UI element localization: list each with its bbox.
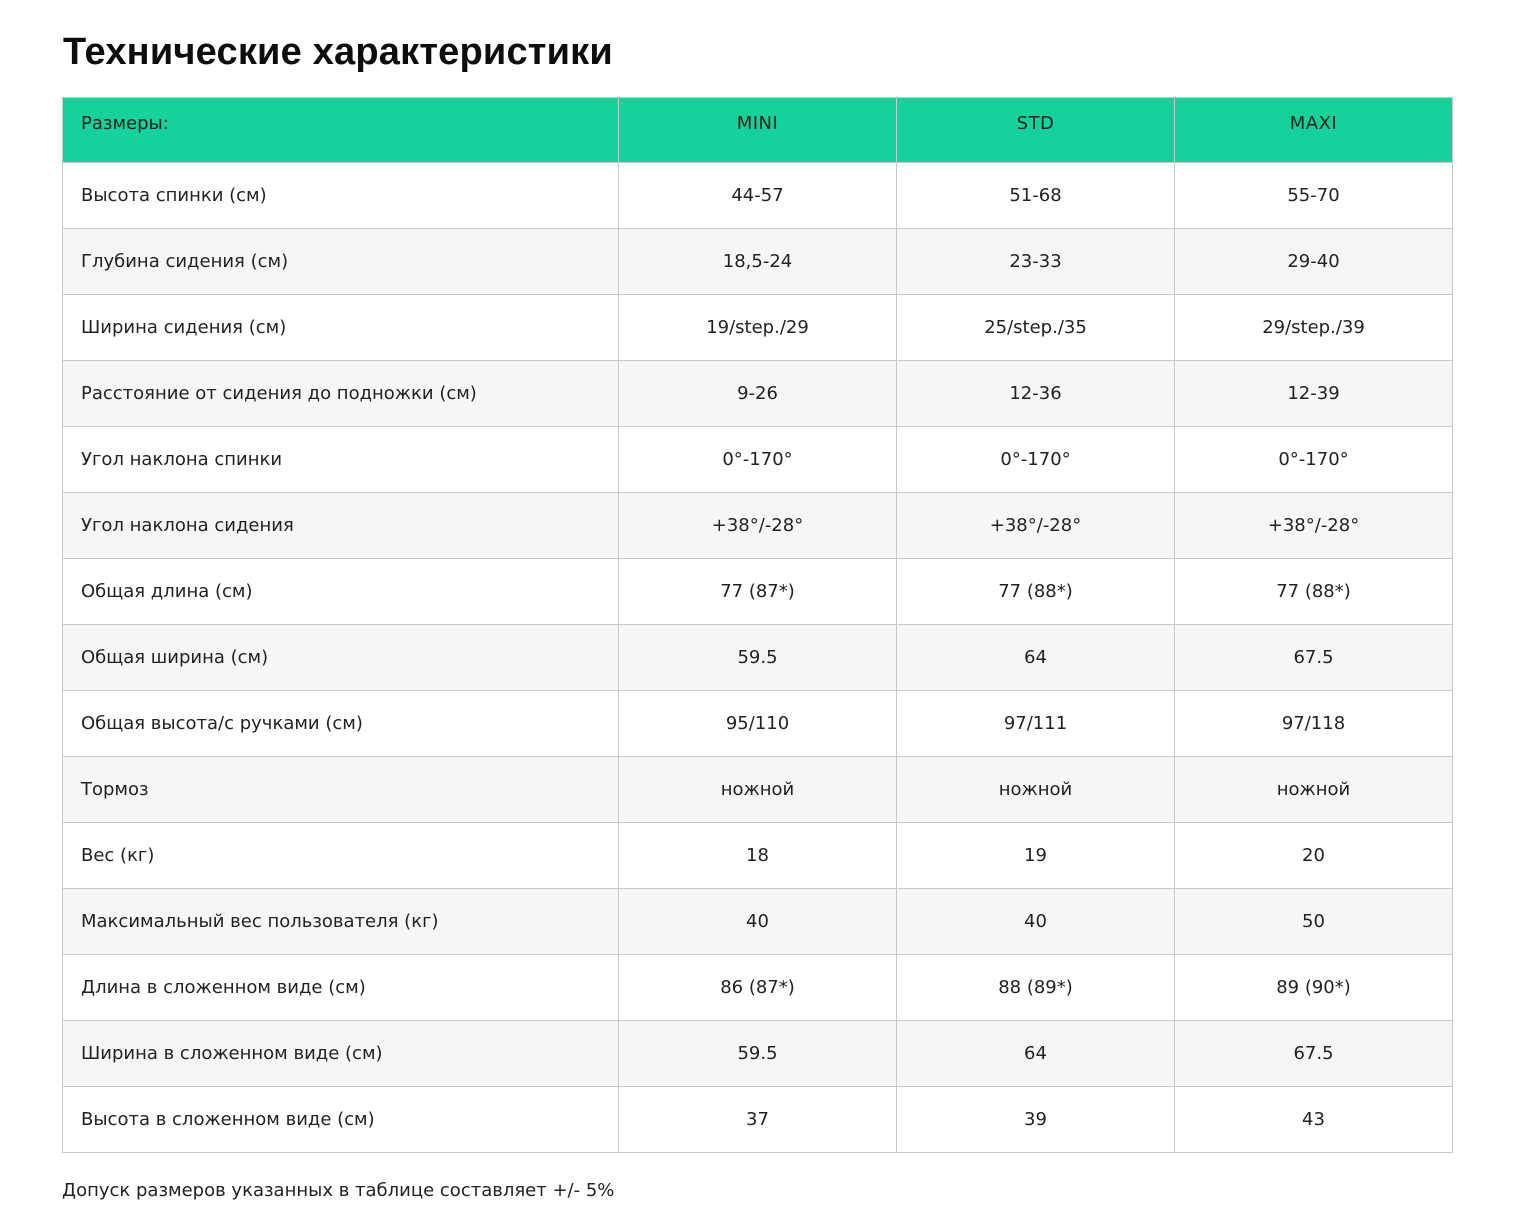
- value-cell-mini: 95/110: [619, 691, 897, 757]
- table-row: [63, 823, 1453, 889]
- value-cell-mini: 59.5: [619, 1021, 897, 1087]
- row-label: Высота спинки (см): [63, 163, 619, 229]
- value-cell-maxi: 89 (90*): [1175, 955, 1453, 1021]
- value-cell-maxi: 67.5: [1175, 1021, 1453, 1087]
- header-size-std: STD: [897, 98, 1175, 163]
- header-row: [63, 98, 1453, 163]
- table-row: [63, 757, 1453, 823]
- header-size-mini: MINI: [619, 98, 897, 163]
- value-cell-std: 64: [897, 625, 1175, 691]
- header-size-maxi: MAXI: [1175, 98, 1453, 163]
- value-cell-std: 77 (88*): [897, 559, 1175, 625]
- value-cell-maxi: 77 (88*): [1175, 559, 1453, 625]
- value-cell-maxi: 97/118: [1175, 691, 1453, 757]
- value-cell-maxi: +38°/-28°: [1175, 493, 1453, 559]
- row-label: Общая ширина (см): [63, 625, 619, 691]
- table-row: [63, 493, 1453, 559]
- specs-table-body: [63, 163, 1453, 1153]
- value-cell-maxi: 29-40: [1175, 229, 1453, 295]
- value-cell-maxi: 43: [1175, 1087, 1453, 1153]
- value-cell-mini: 19/step./29: [619, 295, 897, 361]
- table-row: [63, 361, 1453, 427]
- row-label: Общая высота/с ручками (см): [63, 691, 619, 757]
- value-cell-std: 64: [897, 1021, 1175, 1087]
- value-cell-maxi: 20: [1175, 823, 1453, 889]
- value-cell-std: 97/111: [897, 691, 1175, 757]
- value-cell-mini: 59.5: [619, 625, 897, 691]
- value-cell-std: 40: [897, 889, 1175, 955]
- table-row: [63, 229, 1453, 295]
- value-cell-std: 88 (89*): [897, 955, 1175, 1021]
- row-label: Глубина сидения (см): [63, 229, 619, 295]
- value-cell-std: 12-36: [897, 361, 1175, 427]
- row-label: Угол наклона сидения: [63, 493, 619, 559]
- table-row: [63, 295, 1453, 361]
- table-row: [63, 625, 1453, 691]
- value-cell-mini: 86 (87*): [619, 955, 897, 1021]
- tolerance-note: Допуск размеров указанных в таблице составляет +/- 5%: [62, 1180, 615, 1201]
- value-cell-maxi: ножной: [1175, 757, 1453, 823]
- value-cell-std: 0°-170°: [897, 427, 1175, 493]
- table-row: [63, 427, 1453, 493]
- value-cell-mini: 37: [619, 1087, 897, 1153]
- value-cell-mini: 0°-170°: [619, 427, 897, 493]
- table-row: [63, 1087, 1453, 1153]
- value-cell-mini: 9-26: [619, 361, 897, 427]
- value-cell-mini: 44-57: [619, 163, 897, 229]
- row-label: Общая длина (см): [63, 559, 619, 625]
- specs-table-header: [63, 98, 1453, 163]
- value-cell-maxi: 29/step./39: [1175, 295, 1453, 361]
- value-cell-maxi: 12-39: [1175, 361, 1453, 427]
- value-cell-mini: ножной: [619, 757, 897, 823]
- value-cell-mini: 77 (87*): [619, 559, 897, 625]
- row-label: Ширина сидения (см): [63, 295, 619, 361]
- table-row: [63, 559, 1453, 625]
- value-cell-maxi: 55-70: [1175, 163, 1453, 229]
- table-row: [63, 1021, 1453, 1087]
- value-cell-std: 19: [897, 823, 1175, 889]
- row-label: Высота в сложенном виде (см): [63, 1087, 619, 1153]
- table-row: [63, 691, 1453, 757]
- row-label: Длина в сложенном виде (см): [63, 955, 619, 1021]
- table-row: [63, 889, 1453, 955]
- table-row: [63, 955, 1453, 1021]
- table-row: [63, 163, 1453, 229]
- header-label: Размеры:: [63, 98, 619, 163]
- row-label: Расстояние от сидения до подножки (см): [63, 361, 619, 427]
- value-cell-std: 51-68: [897, 163, 1175, 229]
- value-cell-std: 25/step./35: [897, 295, 1175, 361]
- row-label: Вес (кг): [63, 823, 619, 889]
- row-label: Максимальный вес пользователя (кг): [63, 889, 619, 955]
- value-cell-maxi: 0°-170°: [1175, 427, 1453, 493]
- value-cell-std: +38°/-28°: [897, 493, 1175, 559]
- value-cell-mini: 40: [619, 889, 897, 955]
- row-label: Угол наклона спинки: [63, 427, 619, 493]
- value-cell-std: ножной: [897, 757, 1175, 823]
- value-cell-std: 39: [897, 1087, 1175, 1153]
- row-label: Ширина в сложенном виде (см): [63, 1021, 619, 1087]
- page-title: Технические характеристики: [63, 31, 613, 73]
- specs-table: [62, 97, 1453, 1153]
- row-label: Тормоз: [63, 757, 619, 823]
- value-cell-mini: 18: [619, 823, 897, 889]
- value-cell-std: 23-33: [897, 229, 1175, 295]
- value-cell-mini: 18,5-24: [619, 229, 897, 295]
- value-cell-maxi: 50: [1175, 889, 1453, 955]
- value-cell-maxi: 67.5: [1175, 625, 1453, 691]
- value-cell-mini: +38°/-28°: [619, 493, 897, 559]
